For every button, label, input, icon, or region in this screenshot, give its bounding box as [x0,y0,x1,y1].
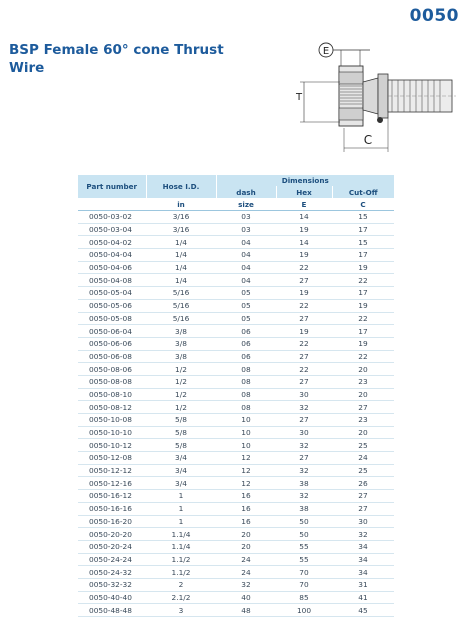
cell-hex: 70 [276,566,332,579]
col-header-cutoff: Cut-Off [332,186,394,198]
cell-cutoff: 15 [332,211,394,224]
cell-dash: 12 [216,464,276,477]
table-row [78,515,394,528]
cell-hose-id: 3/16 [146,223,216,236]
table-row [78,464,394,477]
cell-hose-id: 2.1/2 [146,591,216,604]
cell-part-number: 0050-10-08 [78,414,146,427]
cell-dash: 08 [216,388,276,401]
cell-cutoff: 41 [332,591,394,604]
table-row [78,553,394,566]
cell-cutoff: 31 [332,578,394,591]
cell-part-number: 0050-06-08 [78,350,146,363]
cell-dash: 08 [216,401,276,414]
cell-part-number: 0050-16-20 [78,515,146,528]
cell-hex: 27 [276,414,332,427]
cell-hex: 22 [276,261,332,274]
table-row [78,350,394,363]
cell-cutoff: 24 [332,452,394,465]
unit-hose: in [146,198,216,211]
cell-part-number: 0050-05-06 [78,299,146,312]
cell-part-number: 0050-16-16 [78,502,146,515]
cell-hose-id: 2 [146,578,216,591]
cell-part-number: 0050-06-06 [78,337,146,350]
t-label: T [296,92,303,103]
cell-cutoff: 22 [332,350,394,363]
col-group-dimensions: Dimensions [216,175,394,186]
cell-cutoff: 17 [332,249,394,262]
cell-hose-id: 3/8 [146,325,216,338]
cell-cutoff: 34 [332,553,394,566]
cell-hose-id: 1/2 [146,375,216,388]
cell-hex: 30 [276,388,332,401]
table-row [78,452,394,465]
cell-cutoff: 17 [332,223,394,236]
cell-hex: 27 [276,375,332,388]
cell-dash: 05 [216,299,276,312]
table-row [78,312,394,325]
cell-hex: 19 [276,287,332,300]
cell-part-number: 0050-20-24 [78,540,146,553]
cell-part-number: 0050-10-12 [78,439,146,452]
cell-dash: 20 [216,528,276,541]
cell-cutoff: 20 [332,426,394,439]
cell-hose-id: 1.1/2 [146,566,216,579]
table-row [78,578,394,591]
cell-hex: 100 [276,604,332,617]
table-row [78,249,394,262]
cell-part-number: 0050-04-02 [78,236,146,249]
specifications-table [78,175,394,617]
unit-cutoff: C [332,198,394,211]
cell-cutoff: 27 [332,502,394,515]
cell-hose-id: 3/4 [146,477,216,490]
cell-part-number: 0050-12-16 [78,477,146,490]
table-row [78,566,394,579]
table-row [78,528,394,541]
cell-part-number: 0050-10-10 [78,426,146,439]
cell-cutoff: 34 [332,566,394,579]
cell-part-number: 0050-04-06 [78,261,146,274]
cell-dash: 10 [216,439,276,452]
cell-hex: 27 [276,312,332,325]
cell-hose-id: 5/8 [146,414,216,427]
unit-part-number [78,198,146,211]
table-row [78,591,394,604]
cell-dash: 06 [216,325,276,338]
cell-hose-id: 1/4 [146,274,216,287]
cell-hex: 22 [276,299,332,312]
cell-part-number: 0050-04-04 [78,249,146,262]
cell-hose-id: 1/4 [146,249,216,262]
cell-part-number: 0050-48-48 [78,604,146,617]
cell-part-number: 0050-40-40 [78,591,146,604]
cell-dash: 08 [216,375,276,388]
cell-dash: 20 [216,540,276,553]
cell-dash: 12 [216,477,276,490]
cell-part-number: 0050-05-08 [78,312,146,325]
cell-dash: 16 [216,502,276,515]
cell-dash: 32 [216,578,276,591]
cell-dash: 10 [216,426,276,439]
product-code: 0050 [409,6,459,26]
cell-hose-id: 1/2 [146,401,216,414]
table-row [78,274,394,287]
cell-cutoff: 30 [332,515,394,528]
cell-hose-id: 3/4 [146,464,216,477]
cell-part-number: 0050-24-24 [78,553,146,566]
cell-cutoff: 45 [332,604,394,617]
cell-dash: 06 [216,350,276,363]
cell-hose-id: 3 [146,604,216,617]
cell-dash: 04 [216,274,276,287]
col-header-hose-id: Hose I.D. [146,175,216,198]
cell-hose-id: 1.1/2 [146,553,216,566]
cell-part-number: 0050-08-06 [78,363,146,376]
cell-hose-id: 1/4 [146,236,216,249]
col-header-dash: dash [216,186,276,198]
e-label: E [322,46,330,57]
cell-cutoff: 27 [332,490,394,503]
cell-hex: 19 [276,249,332,262]
cell-dash: 05 [216,287,276,300]
cell-part-number: 0050-08-10 [78,388,146,401]
cell-cutoff: 23 [332,414,394,427]
cell-dash: 16 [216,515,276,528]
cell-dash: 40 [216,591,276,604]
table-row [78,477,394,490]
cell-dash: 04 [216,261,276,274]
cell-hex: 32 [276,401,332,414]
cell-part-number: 0050-04-08 [78,274,146,287]
cell-hex: 70 [276,578,332,591]
cell-cutoff: 20 [332,388,394,401]
cell-part-number: 0050-08-12 [78,401,146,414]
cell-hex: 55 [276,540,332,553]
cell-hose-id: 5/8 [146,439,216,452]
cell-hex: 14 [276,211,332,224]
c-label: C [363,133,373,147]
table-row [78,490,394,503]
cell-cutoff: 34 [332,540,394,553]
cell-hose-id: 1/2 [146,363,216,376]
cell-dash: 06 [216,337,276,350]
cell-dash: 12 [216,452,276,465]
cell-hex: 27 [276,452,332,465]
col-header-hex: Hex [276,186,332,198]
cell-part-number: 0050-12-08 [78,452,146,465]
cell-part-number: 0050-16-12 [78,490,146,503]
cell-cutoff: 17 [332,287,394,300]
cell-hex: 38 [276,477,332,490]
cell-hose-id: 5/16 [146,287,216,300]
cell-dash: 16 [216,490,276,503]
table-row [78,299,394,312]
cell-hose-id: 3/16 [146,211,216,224]
cell-cutoff: 20 [332,363,394,376]
cell-hex: 32 [276,464,332,477]
cell-part-number: 0050-03-02 [78,211,146,224]
cell-dash: 08 [216,363,276,376]
table-row [78,604,394,617]
cell-cutoff: 15 [332,236,394,249]
cell-hose-id: 3/8 [146,337,216,350]
cell-cutoff: 22 [332,312,394,325]
cell-hose-id: 1/4 [146,261,216,274]
page-title: BSP Female 60° cone Thrust Wire [9,42,224,76]
cell-hose-id: 5/8 [146,426,216,439]
cell-hex: 32 [276,490,332,503]
cell-hex: 27 [276,274,332,287]
cell-cutoff: 19 [332,261,394,274]
cell-hex: 22 [276,363,332,376]
cell-part-number: 0050-32-32 [78,578,146,591]
table-row [78,540,394,553]
cell-dash: 03 [216,211,276,224]
cell-hex: 14 [276,236,332,249]
cell-part-number: 0050-08-08 [78,375,146,388]
table-row [78,502,394,515]
cell-hex: 38 [276,502,332,515]
table-row [78,211,394,224]
cell-cutoff: 19 [332,299,394,312]
cell-part-number: 0050-12-12 [78,464,146,477]
table-row [78,236,394,249]
cell-cutoff: 25 [332,464,394,477]
cell-hose-id: 3/8 [146,350,216,363]
table-row [78,414,394,427]
cell-hex: 30 [276,426,332,439]
cell-hex: 27 [276,350,332,363]
cell-hose-id: 5/16 [146,299,216,312]
cell-hex: 85 [276,591,332,604]
col-header-part-number: Part number [78,175,146,198]
unit-hex: E [276,198,332,211]
table-row [78,325,394,338]
table-row [78,337,394,350]
cell-hex: 50 [276,515,332,528]
table-row [78,223,394,236]
cell-cutoff: 19 [332,337,394,350]
cell-hose-id: 1.1/4 [146,528,216,541]
cell-hose-id: 1 [146,502,216,515]
cell-part-number: 0050-20-20 [78,528,146,541]
cell-hose-id: 1.1/4 [146,540,216,553]
cell-dash: 48 [216,604,276,617]
cell-hose-id: 1/2 [146,388,216,401]
cell-cutoff: 32 [332,528,394,541]
cell-dash: 10 [216,414,276,427]
cell-hex: 50 [276,528,332,541]
cell-hex: 32 [276,439,332,452]
cell-dash: 04 [216,249,276,262]
table-row [78,401,394,414]
cell-hose-id: 5/16 [146,312,216,325]
table-row [78,375,394,388]
cell-cutoff: 17 [332,325,394,338]
cell-cutoff: 26 [332,477,394,490]
cell-dash: 03 [216,223,276,236]
table-row [78,439,394,452]
cell-hex: 19 [276,325,332,338]
cell-cutoff: 27 [332,401,394,414]
cell-dash: 05 [216,312,276,325]
table-row [78,388,394,401]
cell-part-number: 0050-05-04 [78,287,146,300]
cell-part-number: 0050-03-04 [78,223,146,236]
cell-cutoff: 25 [332,439,394,452]
unit-dash: size [216,198,276,211]
cell-hose-id: 3/4 [146,452,216,465]
cell-hose-id: 1 [146,515,216,528]
cell-hose-id: 1 [146,490,216,503]
cell-cutoff: 22 [332,274,394,287]
table-row [78,287,394,300]
cell-dash: 04 [216,236,276,249]
cell-dash: 24 [216,553,276,566]
cell-part-number: 0050-24-32 [78,566,146,579]
cell-cutoff: 23 [332,375,394,388]
fitting-drawing [290,36,466,154]
cell-hex: 22 [276,337,332,350]
table-row [78,426,394,439]
cell-hex: 55 [276,553,332,566]
cell-hex: 19 [276,223,332,236]
cell-dash: 24 [216,566,276,579]
table-row [78,261,394,274]
table-row [78,363,394,376]
cell-part-number: 0050-06-04 [78,325,146,338]
